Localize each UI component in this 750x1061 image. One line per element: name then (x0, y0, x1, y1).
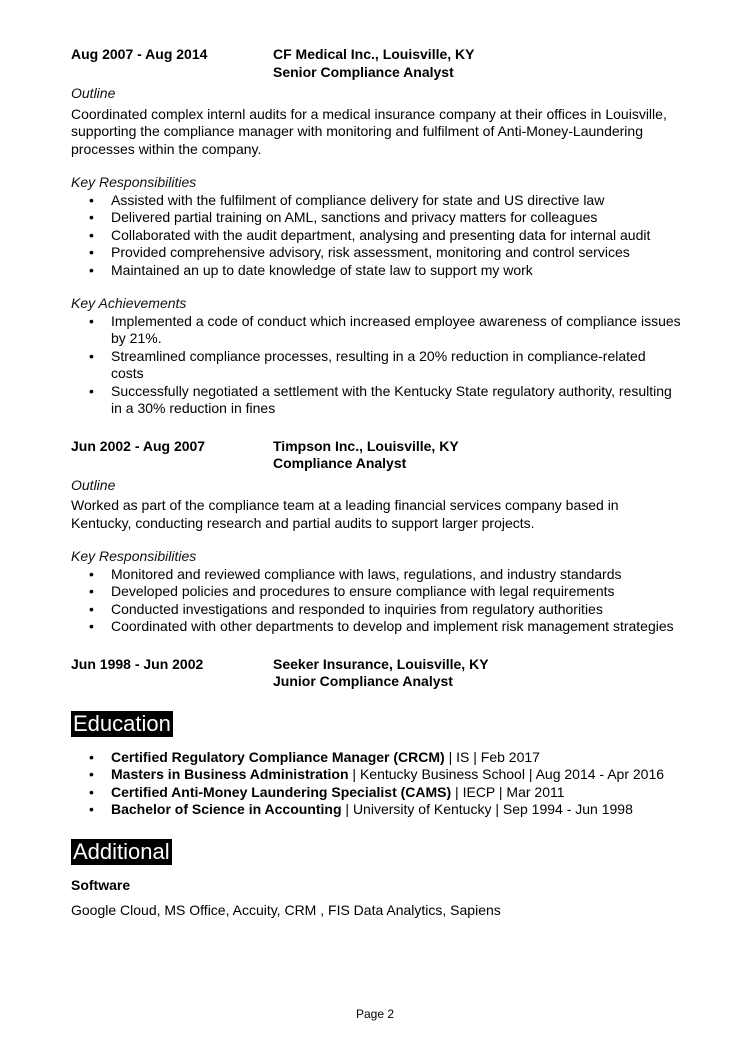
education-name: Certified Anti-Money Laundering Specialist (CAMS) (111, 783, 452, 800)
software-label: Software (71, 876, 131, 893)
education-name: Masters in Business Administration (111, 766, 349, 782)
education-detail: | Kentucky Business School | Aug 2014 - Apr 2016 (348, 766, 665, 782)
job-entry (71, 46, 681, 418)
job-entry (71, 656, 681, 691)
job-company-block (273, 656, 489, 691)
list-item: • Provided comprehensive advisory, risk assessment, monitoring and control services (89, 244, 681, 262)
list-item: • Monitored and reviewed compliance with laws, regulations, and industry standards (89, 566, 681, 584)
education-list (89, 749, 681, 819)
resume-page (71, 46, 681, 920)
job-company: Seeker Insurance, Louisville, KY (273, 655, 489, 672)
education-item (89, 766, 681, 784)
list-item: • Conducted investigations and responded to inquiries from regulatory authorities (89, 601, 681, 619)
list-item: • Collaborated with the audit department, analysing and presenting data for internal audit (89, 227, 681, 245)
job-dates: Jun 2002 - Aug 2007 (71, 437, 206, 454)
job-header (71, 656, 681, 691)
achievements-list (89, 313, 681, 418)
page-number: Page 2 (355, 1007, 395, 1021)
job-header (71, 46, 681, 81)
responsibilities-list (89, 566, 681, 636)
job-outline: Coordinated complex internl audits for a medical insurance company at their offices in Louisville, supporting the compliance manager with monitoring and fulfilment of Anti-Money-Laundering processes within the company. (71, 105, 667, 157)
job-company-block (273, 46, 475, 81)
job-outline: Worked as part of the compliance team at a leading financial services company based in Kentucky, conducting research and partial audits to support larger projects. (71, 497, 619, 531)
list-item: • Developed policies and procedures to ensure compliance with legal requirements (89, 583, 681, 601)
education-name: Certified Regulatory Compliance Manager (CRCM) (111, 748, 445, 765)
list-item: • Maintained an up to date knowledge of state law to support my work (89, 262, 681, 280)
job-header (71, 438, 681, 473)
list-item: • Streamlined compliance processes, resulting in a 20% reduction in compliance-related costs (89, 348, 681, 383)
education-section (71, 711, 681, 819)
list-item: • Delivered partial training on AML, sanctions and privacy matters for colleagues (89, 209, 681, 227)
list-item: • Successfully negotiated a settlement with the Kentucky State regulatory authority, resulting in a 30% reduction in fines (89, 383, 681, 418)
job-dates: Aug 2007 - Aug 2014 (71, 46, 208, 62)
outline-label: Outline (71, 476, 116, 493)
job-company: Timpson Inc., Louisville, KY (273, 437, 459, 454)
education-item (89, 749, 681, 767)
job-company-block (273, 438, 459, 473)
job-dates: Jun 1998 - Jun 2002 (71, 655, 204, 672)
section-heading-education: Education (73, 710, 171, 736)
education-item (89, 801, 681, 819)
job-title: Senior Compliance Analyst (273, 63, 454, 80)
job-entry (71, 438, 681, 636)
outline-label: Outline (71, 85, 116, 101)
education-item (89, 784, 681, 802)
additional-section (71, 839, 681, 920)
achievements-label: Key Achievements (71, 295, 187, 311)
education-detail: | IS | Feb 2017 (444, 748, 540, 765)
section-heading-additional: Additional (73, 838, 170, 864)
software-list: Google Cloud, MS Office, Accuity, CRM , FIS Data Analytics, Sapiens (71, 902, 501, 918)
education-name: Bachelor of Science in Accounting (111, 801, 342, 817)
list-item: • Assisted with the fulfilment of compliance delivery for state and US directive law (89, 192, 681, 210)
responsibilities-label: Key Responsibilities (71, 174, 197, 190)
list-item: • Implemented a code of conduct which increased employee awareness of compliance issues by 21%. (89, 313, 681, 348)
job-company: CF Medical Inc., Louisville, KY (273, 46, 475, 62)
responsibilities-list (89, 192, 681, 280)
responsibilities-label: Key Responsibilities (71, 548, 197, 564)
education-detail: | IECP | Mar 2011 (451, 783, 565, 800)
job-title: Compliance Analyst (273, 455, 407, 471)
job-title: Junior Compliance Analyst (273, 673, 453, 689)
education-detail: | University of Kentucky | Sep 1994 - Jun 1998 (341, 801, 633, 817)
list-item: • Coordinated with other departments to develop and implement risk management strategies (89, 618, 681, 636)
